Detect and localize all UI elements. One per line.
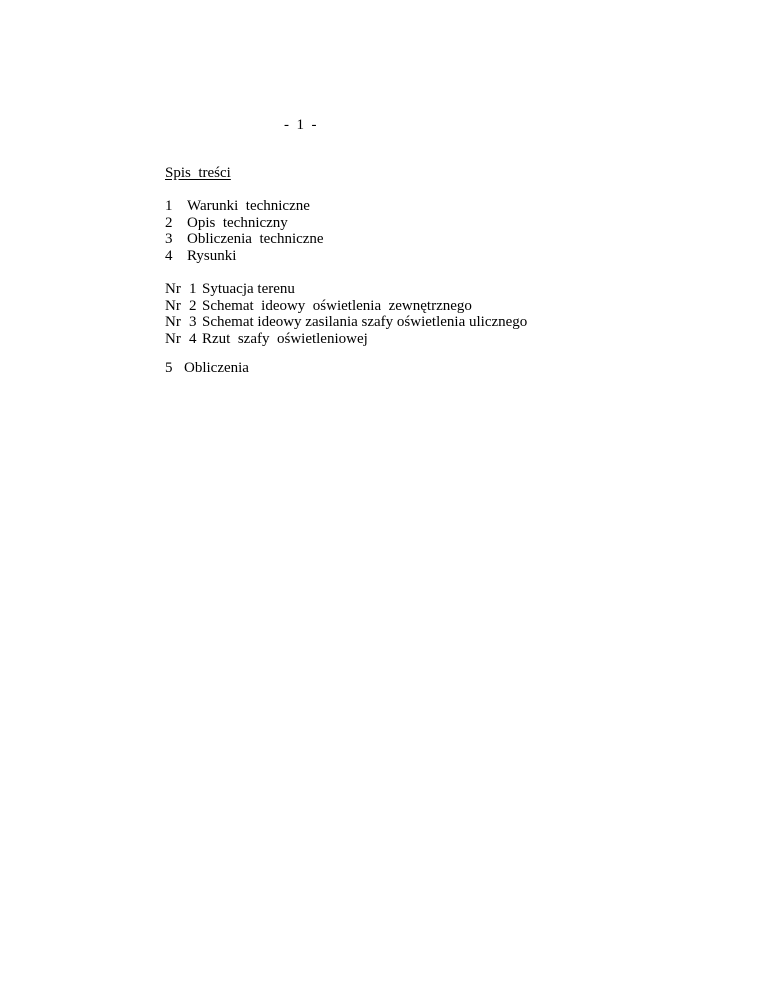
drawing-item [165, 314, 527, 331]
section-number: 2 [165, 214, 173, 231]
page-number: - 1 - [284, 117, 317, 133]
section-label: Opis techniczny [187, 214, 288, 231]
section-number: 1 [165, 198, 173, 214]
drawing-label: Rzut szafy oświetleniowej [202, 330, 368, 347]
drawing-number: 2 [189, 297, 197, 314]
drawing-number: 1 [189, 281, 197, 297]
section-list [165, 198, 324, 264]
section-item [165, 248, 324, 265]
drawing-number: 3 [189, 314, 197, 330]
drawing-label: Sytuacja terenu [202, 281, 295, 297]
drawing-label: Schemat ideowy oświetlenia zewnętrznego [202, 297, 472, 314]
drawing-item [165, 298, 527, 315]
drawing-item [165, 331, 527, 348]
drawing-item [165, 281, 527, 298]
drawing-prefix: Nr [165, 314, 181, 330]
section-item [165, 215, 324, 232]
section-label: Rysunki [187, 247, 237, 264]
drawing-number: 4 [189, 330, 197, 347]
section-number: 3 [165, 231, 173, 247]
final-section-item [165, 359, 249, 377]
section-label: Obliczenia techniczne [187, 231, 324, 247]
drawing-label: Schemat ideowy zasilania szafy oświetlenia ulicznego [202, 314, 528, 330]
section-number: 5 [165, 360, 173, 376]
toc-title: Spis treści [165, 165, 231, 181]
drawing-prefix: Nr [165, 330, 181, 347]
section-number: 4 [165, 247, 173, 264]
section-item [165, 231, 324, 248]
section-item [165, 198, 324, 215]
section-label: Warunki techniczne [187, 198, 310, 214]
section-label: Obliczenia [184, 360, 249, 376]
drawing-prefix: Nr [165, 281, 181, 297]
drawing-prefix: Nr [165, 297, 181, 314]
drawings-list [165, 281, 527, 347]
